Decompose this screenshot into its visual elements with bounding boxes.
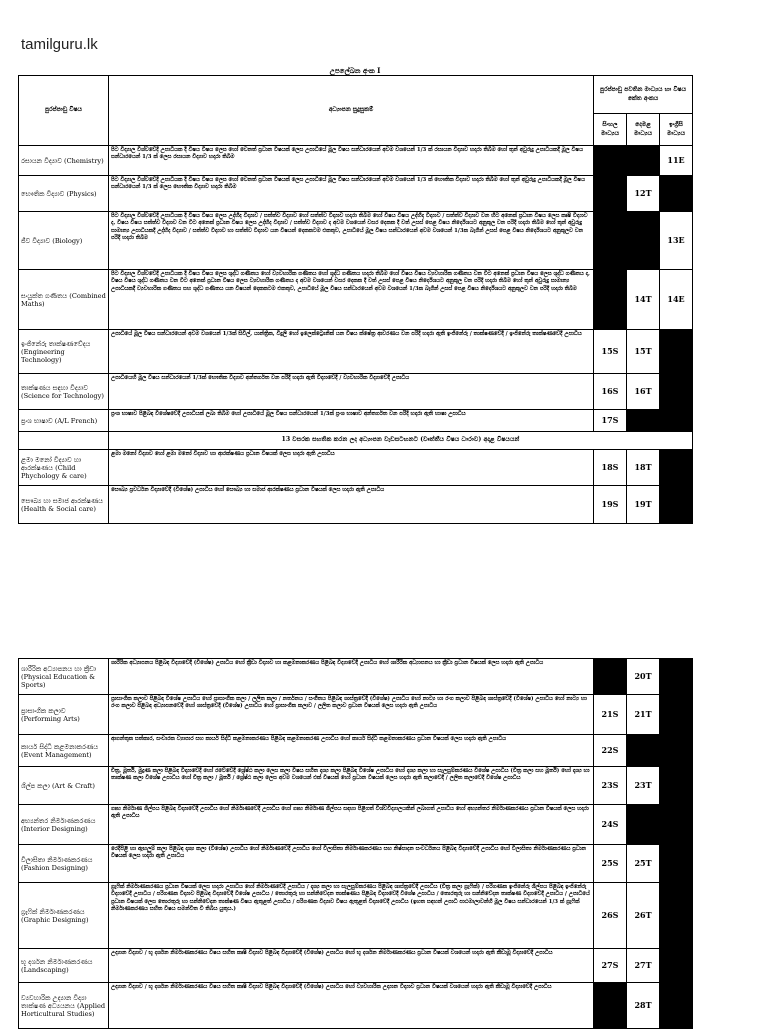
requirements-cell: සෞඛ්‍ය ප්‍රවර්ධන විද්‍යාවේදී (විශේෂ) උපාධිය හෝ සෞඛ්‍ය හා සමාජ ආරක්ෂණය ප්‍රධාන විෂයක් ලෙස හදාරා ඇති උපාධිය — [109, 486, 594, 524]
requirements-cell: උද්‍යාන විද්‍යාව / භූ දර්ශන නිර්මාණකරණය විෂය සහිත කෘෂි විද්‍යාව පිළිබඳ විද්‍යාවේදී (විශේෂ) උපාධිය හෝ භූ දර්ශන නිර්මාණකරණය ප්‍රධාන විෂයක් වශයෙන් හදාරා ඇති කීඩාමූ විද්‍යාවේදී උපාධිය — [109, 949, 594, 983]
unavailable-tamil-cell — [627, 212, 660, 270]
requirements-cell: ගෘහ නිර්මාණ ශිල්පය පිළිබඳ විද්‍යාවේදී උපාධිය හෝ නිර්මාණවේදී උපාධිය හෝ ගෘහ නිර්මාණ ශිල්පය සඳහා පිළිගත් විශ්වවිද්‍යාලයකින් ලබාගත් උපාධිය හෝ අභ්‍යන්තර නිර්මාණකරණය ප්‍රධාන විෂයක් ලෙස හදාරා ඇති උපාධිය — [109, 805, 594, 845]
unavailable-sinhala-cell — [594, 983, 627, 1029]
subject-cell: ශාරීරික අධ්‍යාපනය හා ක්‍රීඩා (Physical Education & Sports) — [19, 659, 109, 695]
header-tamil: දෙමළ මාධ්‍යය — [627, 114, 660, 146]
code-english-cell: 11E — [660, 146, 693, 176]
code-sinhala-cell: 25S — [594, 845, 627, 883]
unavailable-english-cell — [660, 695, 693, 735]
unavailable-tamil-cell — [627, 410, 660, 432]
requirements-cell: පිට විද්‍යාල විශ්වවේදි උපාධියක දී විෂය විෂය ලෙස ශුද්ධ ගණිතය හෝ ව්‍යවහාරික ගණිතය හෝ ශුද්ධ ගණිතය හදාරා තිබීම හෝ විෂය විෂය ව්‍යවහාරික ගණිතය වන විට අනෙක් ප්‍රධාන විෂය ලෙස ශුද්ධ ගණිතය ද, විෂය විෂය ශුද්ධ ගණිතය වන විට අනෙක් ප්‍රධාන විෂය ලෙස ව්‍යවහාරික ගණිතය ද අවම වශයෙන් වසර දෙකක දී වත් උසස් පෙළ විෂය නිර්දේශයට අනුකූල වන පරිදි හදාරා තිබීම හෝ තුන් අවුරුදු සාමාන්‍ය උපාධියකදී ව්‍යවහාරික ගණිතය සහ ශුද්ධ ගණිතය යන විෂයන් දෙකකටම එකතුව, උපාධියේ මූල විෂය සන්ධාරයෙන් අවම වශයෙන් 1/3ක බැගින් උසස් පෙළ විෂය නිර්දේශයට අනුකූලව වන පරිදි හදාරා තිබීම — [109, 270, 594, 330]
code-tamil-cell: 12T — [627, 176, 660, 212]
table-row — [19, 330, 693, 374]
code-sinhala-cell: 18S — [594, 450, 627, 486]
code-tamil-cell: 23T — [627, 767, 660, 805]
unavailable-english-cell — [660, 486, 693, 524]
subject-cell: ග්‍රැෆික් නිර්මාණකරණය (Graphic Designing) — [19, 883, 109, 949]
subject-cell: ශිල්ප කලා (Art & Craft) — [19, 767, 109, 805]
table-row — [19, 695, 693, 735]
unavailable-english-cell — [660, 883, 693, 949]
subject-cell: සෞඛ්‍ය හා සමාජ ආරක්ෂණය (Health & Social care) — [19, 486, 109, 524]
site-watermark: tamilguru.lk — [21, 36, 98, 53]
unavailable-tamil-cell — [627, 805, 660, 845]
section-heading: 13 වසරක සහතික කරන ලද අධ්‍යාපන වැඩසටහනට (වෘත්තීය විෂය ධාරාව) අදාළ විෂයයන් — [109, 432, 693, 450]
vacancy-table-top — [18, 75, 693, 524]
table-row — [19, 374, 693, 410]
subject-cell: සංයුක්ත ගණිතය (Combined Maths) — [19, 270, 109, 330]
code-tamil-cell: 26T — [627, 883, 660, 949]
unavailable-english-cell — [660, 845, 693, 883]
subject-cell: විලාසිතා නිර්මාණකරණය (Fashion Designing) — [19, 845, 109, 883]
unavailable-english-cell — [660, 983, 693, 1029]
header-english: ඉංග්‍රීසි මාධ්‍යය — [660, 114, 693, 146]
table-row — [19, 735, 693, 767]
requirements-cell: ආගන්තුක සත්කාර, සංචාරක ව්‍යාපාර සහ කාර්ය සිද්ධි කළමනාකරණය පිළිබඳ කළමනාකරණ උපාධිය හෝ කාර්ය සිද්ධි කළමනාකරණය ප්‍රධාන විෂයක් ලෙස හදාරා ඇති උපාධිය — [109, 735, 594, 767]
unavailable-english-cell — [660, 659, 693, 695]
code-sinhala-cell: 19S — [594, 486, 627, 524]
subject-cell: ප්‍රාසාංගික කලාව (Performing Arts) — [19, 695, 109, 735]
annex-title: උපලේඛන අංක I — [329, 66, 381, 75]
unavailable-sinhala-cell — [594, 176, 627, 212]
requirements-cell: උපාධියෙහි මූල විෂය සන්ධාරයෙන් 1/3ක් භෞතික විද්‍යාව අන්තර්ගත වන පරිදි හදාරා ඇති විද්‍යාවේදී / ව්‍යවහාරික විද්‍යාවේදී උපාධිය — [109, 374, 594, 410]
table-row — [19, 845, 693, 883]
vacancy-table-bottom — [18, 658, 693, 1029]
subject-cell: ජීව විද්‍යාව (Biology) — [19, 212, 109, 270]
code-tamil-cell: 25T — [627, 845, 660, 883]
code-tamil-cell: 28T — [627, 983, 660, 1029]
code-sinhala-cell: 15S — [594, 330, 627, 374]
table-row — [19, 176, 693, 212]
subject-cell: ඉංජිනේරු තාක්ෂණවේදය (Engineering Technology) — [19, 330, 109, 374]
code-tamil-cell: 27T — [627, 949, 660, 983]
table-row — [19, 983, 693, 1029]
table-row — [19, 659, 693, 695]
unavailable-english-cell — [660, 330, 693, 374]
requirements-cell: පිට විද්‍යාල විශ්වවේදි උපාධියක දී විෂය විෂය ලෙස උද්භිද විද්‍යාව / සත්ත්ව විද්‍යාව හෝ සත්ත්ව විද්‍යාව හදාරා තිබීම හෝ විෂය විෂය උද්භිද විද්‍යාව / සත්ත්ව විද්‍යාව වන හිට අනෙක් ප්‍රධාන විෂය ලෙස කෘෂි විද්‍යාව ද, විෂය විෂය සත්ත්ව විද්‍යාව වන විට අනෙක් ප්‍රධාන විෂය ලෙස උද්භිද විද්‍යාව / සත්ත්ව විද්‍යාව ද අවම වශයෙන් වසර දෙකක දී වත් උසස් පෙළ විෂය නිර්දේශයට අනුකූල වන පරිදි හදාරා තිබීම හෝ තුන් අවුරුදු සාමාන්‍ය උපාධියකදී උද්භිද විද්‍යාව / සත්ත්ව විද්‍යාව හා සත්ත්ව විද්‍යාව යන විෂයන් දෙකකටම එකතුව, උපාධියේ මූල විෂය සන්ධාරයෙන් අවම වශයෙන් 1/3ක බැගින් උසස් පෙළ විෂය නිර්දේශයට අනුකූලව වන පරිදි හදාරා තිබීම — [109, 212, 594, 270]
table-row — [19, 949, 693, 983]
requirements-cell: පිට විද්‍යාල විශ්වවේදි උපාධියක දී විෂය විෂය ලෙස හෝ වෙනත් ප්‍රධාන විෂයක් ලෙස උපාධියේ මූල විෂය සන්ධාරයෙන් අවම වශයෙන් 1/3 ක් භෞතික විද්‍යාව හදාරා තිබීම හෝ තුන් අවුරුදු උපාධියකදී මූල විෂය සන්ධාරයෙන් 1/3 ක් ලෙස භෞතික විද්‍යාව හදාරා තිබීම — [109, 176, 594, 212]
code-sinhala-cell: 21S — [594, 695, 627, 735]
code-english-cell: 13E — [660, 212, 693, 270]
code-sinhala-cell: 23S — [594, 767, 627, 805]
code-tamil-cell: 14T — [627, 270, 660, 330]
subject-cell: ළමා මනෝ විද්‍යාව හා ආරක්ෂණය (Child Phychology & care) — [19, 450, 109, 486]
unavailable-english-cell — [660, 410, 693, 432]
requirements-cell: ප්‍රාසාංගික කලාව පිළිබඳ විශේෂ උපාධිය හෝ ප්‍රාසාංගික කලා / ලලිත කලා / නර්තනය / සංගීතය පිළිබඳ ශාස්ත්‍රවේදී (විශේෂ) උපාධිය හෝ නාට්‍ය හා රංග කලාව පිළිබඳ ශාස්ත්‍රවේදී (විශේෂ) උපාධිය හෝ නාට්‍ය හා රංග කලාව පිළිබඳ අධ්‍යාපනවේදී හෝ ශාස්ත්‍රවේදී (විශේෂ) උපාධිය හෝ ප්‍රාසාංගික කලාව / ලලිත කලාව ප්‍රධාන විෂයක් ලෙස හදාරා ඇති උපාධිය — [109, 695, 594, 735]
unavailable-sinhala-cell — [594, 146, 627, 176]
requirements-cell: ළමා මනෝ විද්‍යාව හෝ ළමා මනෝ විද්‍යාව හා ආරක්ෂණය ප්‍රධාන විෂයක් ලෙස හදාරා ඇති උපාධිය — [109, 450, 594, 486]
table-row — [19, 270, 693, 330]
table-row — [19, 767, 693, 805]
code-tamil-cell: 20T — [627, 659, 660, 695]
unavailable-english-cell — [660, 949, 693, 983]
header-codes: පුරප්පාඩු පවතින මාධ්‍යය හා විෂය කේත අංකය — [594, 76, 693, 114]
code-sinhala-cell: 16S — [594, 374, 627, 410]
table-row — [19, 486, 693, 524]
table-row — [19, 450, 693, 486]
code-sinhala-cell: 26S — [594, 883, 627, 949]
section-heading-empty — [19, 432, 109, 450]
code-english-cell: 14E — [660, 270, 693, 330]
code-tamil-cell: 15T — [627, 330, 660, 374]
table-row — [19, 410, 693, 432]
requirements-cell: උපාධියේ මූල විෂය සන්ධාරයෙන් අවම වශයෙන් 1/3ක් සිවිල්, යාන්ත්‍රික, විදුලි හෝ ඉලෙක්ට්‍රොනික් යන විෂය ක්ෂේත්‍ර ආවරණය වන පරිදි හදාරා ඇති ඉංජිනේරු / තාක්ෂණවේදී / ඉංජිනේරු තාක්ෂණවේදී උපාධිය — [109, 330, 594, 374]
section-heading-row — [19, 432, 693, 450]
subject-cell: කාර්ය සිද්ධි කළමනාකරණය (Event Management) — [19, 735, 109, 767]
table-row — [19, 805, 693, 845]
unavailable-english-cell — [660, 735, 693, 767]
code-sinhala-cell: 24S — [594, 805, 627, 845]
requirements-cell: ශාරීරික අධ්‍යාපනය පිළිබඳ විද්‍යාවේදී (විශේෂ) උපාධිය හෝ ක්‍රීඩා විද්‍යාව හා කළමනාකරණය පිළිබඳ විද්‍යාවේදී උපාධිය හෝ ශාරීරික අධ්‍යාපනය හා ක්‍රීඩා ප්‍රධාන විෂයක් ලෙස හදාරා ඇති උපාධිය — [109, 659, 594, 695]
table-row — [19, 883, 693, 949]
header-subject: පුරප්පාඩු විෂය — [19, 76, 109, 146]
code-sinhala-cell: 22S — [594, 735, 627, 767]
unavailable-english-cell — [660, 450, 693, 486]
subject-cell: ව්‍යවහාරික උද්‍යාන විද්‍යා තාක්ෂණ අධ්‍යයනය (Applied Horticultural Studies) — [19, 983, 109, 1029]
unavailable-english-cell — [660, 767, 693, 805]
code-tamil-cell: 18T — [627, 450, 660, 486]
code-tamil-cell: 16T — [627, 374, 660, 410]
requirements-cell: ග්‍රැෆික් නිර්මාණකරණය ප්‍රධාන විෂයක් ලෙස හදාරා උපාධිය හෝ නිර්මාණවේදී උපාධිය / දෘශ්‍ය කලා හා සැලසුම්කරණය පිළිබඳ ශාස්ත්‍රවේදී උපාධිය (චිත්‍ර කලා ග්‍රැෆික්) / පරිගණක ඉංජිනේරු ශිල්පය පිළිබඳ ඉංජිනේරු විද්‍යාවේදී උපාධිය / පරිගණක විද්‍යාව පිළිබඳ විද්‍යාවේදී විශේෂ උපාධිය / තොරතුරු හා සන්නිවේදන තාක්ෂණය පිළිබඳ විද්‍යාවේදී විශේෂ උපාධිය / තොරතුරු හා සන්නිවේදන තාක්ෂණ විද්‍යාවේදී උපාධිය / උපාධියේ ප්‍රධාන විෂයක් ලෙස තොරතුරු හා සන්නිවේදන තාක්ෂණ විෂය ඇතුළත් උපාධිය / පරිගණක විද්‍යාව විෂය ඇතුළත් විද්‍යාවේදී උපාධිය (ඉහත සඳහන් උපාධි පාඨමාලාවන්හි මූල විෂය සන්ධාරයෙන් 1/3 ක් ග්‍රැෆික් නිර්මාණකරණය සහිත විෂය සමන්විත වී තිබිය යුතුය.) — [109, 883, 594, 949]
subject-cell: ප්‍රංශ භාෂාව (A/L French) — [19, 410, 109, 432]
code-sinhala-cell: 27S — [594, 949, 627, 983]
unavailable-tamil-cell — [627, 146, 660, 176]
unavailable-sinhala-cell — [594, 659, 627, 695]
unavailable-english-cell — [660, 805, 693, 845]
subject-cell: රසායන විද්‍යාව (Chemistry) — [19, 146, 109, 176]
code-tamil-cell: 19T — [627, 486, 660, 524]
subject-cell: අභ්‍යන්තර නිර්මාණකරණය (Interior Designing) — [19, 805, 109, 845]
requirements-cell: චිත්‍ර, මූර්ති, මුද්‍රණ කලා පිළිබඳ විද්‍යාවේදී හෝ රටේවේදී ශ්‍රේෂ්ඨ කලා ලෙස කලා විෂය සහිත දෘශ්‍ය කලා පිළිබඳ විශේෂ උපාධිය හෝ දෘශ්‍ය කලා හා සැලසුම්කරණය විශේෂ උපාධිය (චිත්‍ර කලා සහ මූර්ති) හෝ දෘශ්‍ය හා තාක්ෂණ කලා විශේෂ උපාධිය හෝ චිත්‍ර කලා / මූර්ති / ශ්‍රේෂ්ඨ කලා ලෙස අවම වශයෙන් එක් විෂයක් හෝ ප්‍රධාන විෂයක් ලෙස හදාරා ඇති කලාවේදී / ලලිත කලාවේදී විශේෂ උපාධිය — [109, 767, 594, 805]
code-sinhala-cell: 17S — [594, 410, 627, 432]
table-row — [19, 212, 693, 270]
requirements-cell: ප්‍රංශ භාෂාව පිළිබඳ විශේෂවේදී උපාධියක් ලබා තිබීම හෝ උපාධියේ මූල විෂය සන්ධාරයෙන් 1/3ක් ප්‍රංශ භාෂාව අන්තර්ගත වන පරිදි හදාරා ඇති භාෂා උපාධිය — [109, 410, 594, 432]
unavailable-english-cell — [660, 176, 693, 212]
header-sinhala: සිංහල මාධ්‍යය — [594, 114, 627, 146]
unavailable-english-cell — [660, 374, 693, 410]
unavailable-sinhala-cell — [594, 212, 627, 270]
unavailable-tamil-cell — [627, 735, 660, 767]
requirements-cell: උද්‍යාන විද්‍යාව / භූ දර්ශන නිර්මාණකරණය විෂය සහිත කෘෂි විද්‍යාව පිළිබඳ විද්‍යාවේදී (විශේෂ) උපාධිය හෝ ව්‍යවහාරික උද්‍යාන විද්‍යාව ප්‍රධාන විෂයක් වශයෙන් හදාරා ඇති කීඩාමූ විද්‍යාවේදී උපාධිය — [109, 983, 594, 1029]
subject-cell: භෞතික විද්‍යාව (Physics) — [19, 176, 109, 212]
table-row — [19, 146, 693, 176]
subject-cell: භූ දර්ශන නිර්මාණකරණය (Landscaping) — [19, 949, 109, 983]
unavailable-sinhala-cell — [594, 270, 627, 330]
requirements-cell: රෙදිපිළි හා ඇඟලුම් කලා පිළිබඳ දෘශ්‍ය කලා (විශේෂ) උපාධිය හෝ නිර්මාණවේදී උපාධිය හෝ විලාසිතා නිර්මාණකරණය සහ නිෂ්පාදන සංවර්ධනය පිළිබඳ විද්‍යාවේදී උපාධිය හෝ විලාසිතා නිර්මාණකරණය ප්‍රධාන විෂයක් ලෙස හදාරා ඇති උපාධිය — [109, 845, 594, 883]
requirements-cell: පිට විද්‍යාල විශ්වවේදි උපාධියක දී විෂය විෂය ලෙස හෝ වෙනත් ප්‍රධාන විෂයක් ලෙස උපාධියේ මූල විෂය සන්ධාරයෙන් අවම වශයෙන් 1/3 ක් රසායන විද්‍යාව හදාරා තිබීම හෝ තුන් අවුරුදු උපාධියකදී මූල විෂය සන්ධාරයෙන් 1/3 ක් ලෙස රසායන විද්‍යාව හදාරා තිබීම — [109, 146, 594, 176]
code-tamil-cell: 21T — [627, 695, 660, 735]
header-requirements: අධ්‍යාපන සුදුසුකම් — [109, 76, 594, 146]
subject-cell: තාක්ෂණය සඳහා විද්‍යාව (Science for Technology) — [19, 374, 109, 410]
